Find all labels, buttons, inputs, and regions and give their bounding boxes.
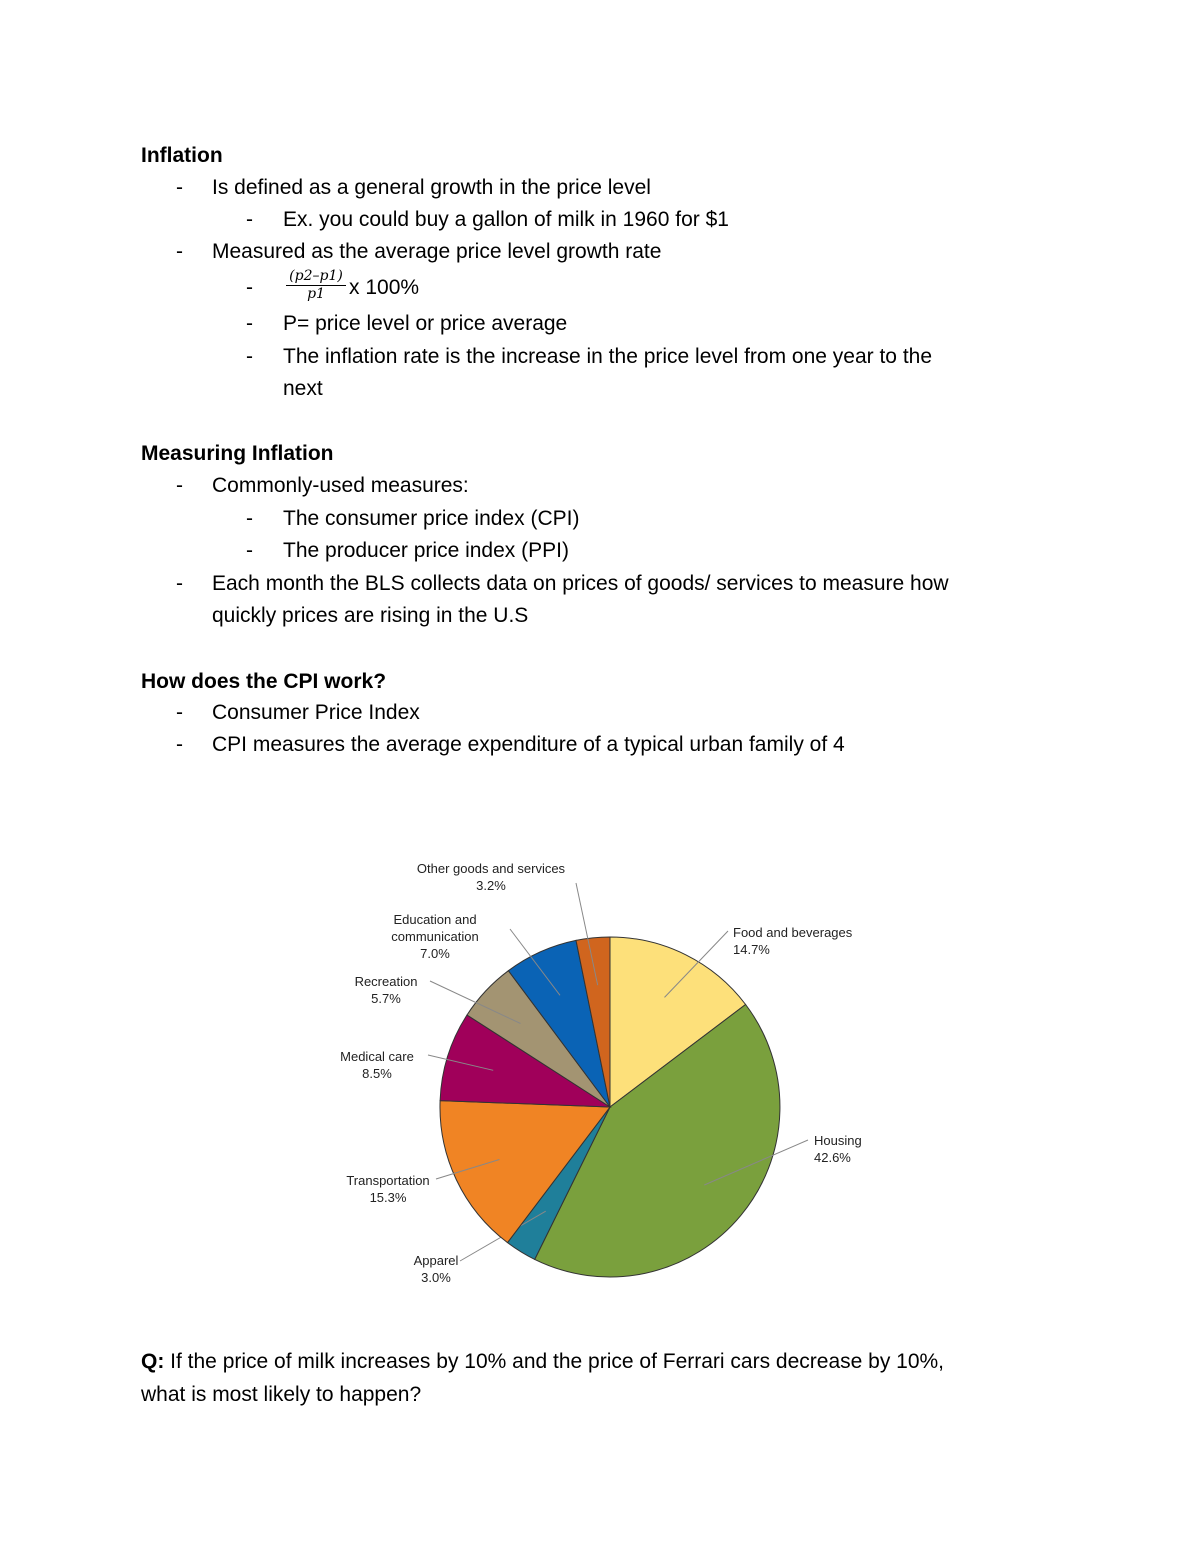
question-text: If the price of milk increases by 10% and the price of Ferrari cars decrease by 10%, (164, 1350, 945, 1373)
slice-value-label: 15.3% (369, 1190, 407, 1205)
bullet-bls: Each month the BLS collects data on prices of goods/ services to measure how (212, 572, 949, 595)
bullet-dash: - (246, 539, 253, 562)
slice-value-label: 3.2% (476, 878, 506, 893)
bullet-dash: - (176, 176, 183, 199)
slice-name-label: Recreation (354, 974, 418, 989)
bullet-cpi-measures: CPI measures the average expenditure of a typical urban family of 4 (212, 733, 845, 756)
formula-multiplier: x 100% (349, 276, 420, 299)
slice-name-label: communication (391, 929, 479, 944)
bullet-dash: - (176, 733, 183, 756)
slice-value-label: 3.0% (421, 1270, 451, 1285)
slice-value-label: 5.7% (371, 991, 401, 1006)
bullet-cpi-name: Consumer Price Index (212, 701, 420, 724)
bullet-measured: Measured as the average price level growth rate (212, 240, 662, 263)
slice-name-label: Housing (814, 1133, 862, 1148)
slice-name-label: Other goods and services (416, 861, 566, 876)
heading-inflation: Inflation (141, 144, 223, 167)
question-label: Q: (141, 1350, 165, 1373)
bullet-dash: - (246, 345, 253, 368)
bullet-dash: - (246, 312, 253, 335)
heading-measuring-inflation: Measuring Inflation (141, 442, 334, 465)
formula-fraction (286, 268, 346, 302)
slice-name-label: Transportation (346, 1173, 430, 1188)
bullet-cpi: The consumer price index (CPI) (283, 507, 580, 530)
bullet-inflation-rate: The inflation rate is the increase in the price level from one year to the (283, 345, 933, 368)
bullet-example: Ex. you could buy a gallon of milk in 1960 for $1 (283, 208, 729, 231)
cpi-pie-chart (130, 755, 1070, 1345)
bullet-ppi: The producer price index (PPI) (283, 539, 569, 562)
question-line-cont: what is most likely to happen? (141, 1383, 422, 1406)
slice-name-label: Medical care (340, 1049, 414, 1064)
bullet-bls-cont: quickly prices are rising in the U.S (212, 604, 529, 627)
question-line (141, 1346, 944, 1378)
slice-name-label: Education and (393, 912, 477, 927)
heading-cpi-work: How does the CPI work? (141, 670, 387, 693)
bullet-dash: - (176, 701, 183, 724)
bullet-dash: - (246, 507, 253, 530)
slice-value-label: 14.7% (733, 942, 770, 957)
bullet-inflation-rate-cont: next (283, 377, 323, 400)
slice-name-label: Food and beverages (733, 925, 853, 940)
bullet-dash: - (176, 240, 183, 263)
slice-name-label: Apparel (413, 1253, 459, 1268)
bullet-common-measures: Commonly-used measures: (212, 474, 469, 497)
bullet-dash: - (176, 474, 183, 497)
slice-value-label: 7.0% (420, 946, 450, 961)
bullet-dash: - (246, 208, 253, 231)
slice-value-label: 42.6% (814, 1150, 851, 1165)
formula-denominator: p1 (307, 286, 325, 302)
bullet-dash: - (176, 572, 183, 595)
formula-numerator: (p2–p1) (286, 268, 346, 286)
bullet-dash: - (246, 276, 253, 299)
slice-value-label: 8.5% (362, 1066, 392, 1081)
bullet-p-definition: P= price level or price average (283, 312, 568, 335)
bullet-definition: Is defined as a general growth in the price level (212, 176, 651, 199)
